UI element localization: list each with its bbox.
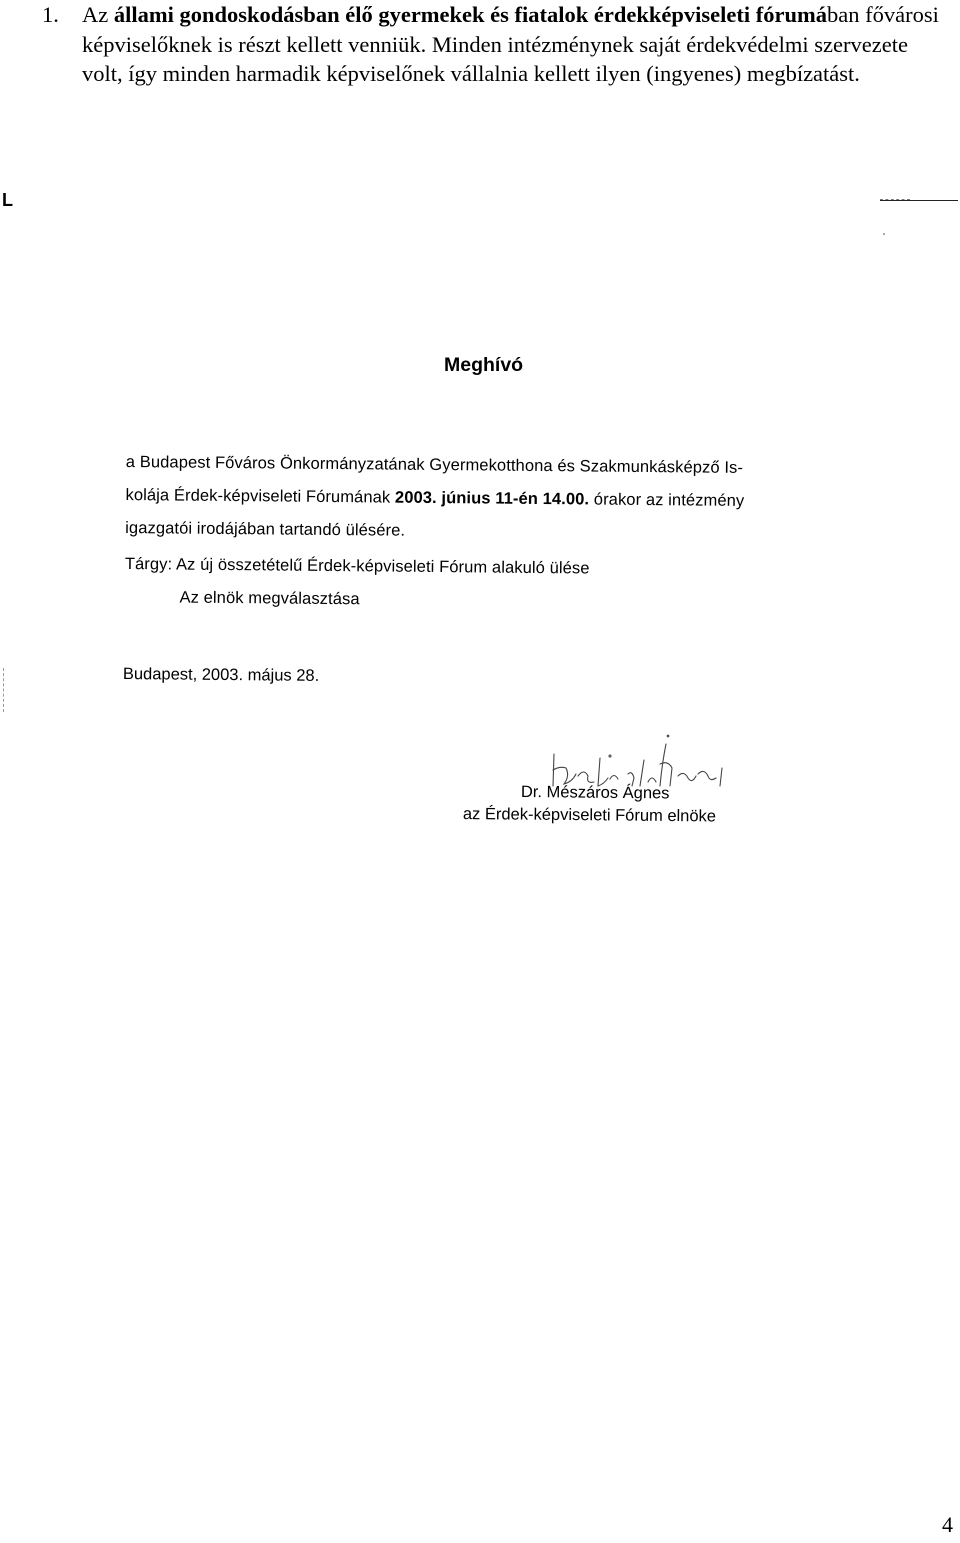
page-number: 4 (942, 1512, 953, 1537)
letter-body (124, 446, 856, 621)
letter-title: Meghívó (444, 354, 524, 376)
body-line (125, 512, 855, 552)
bold-text-segment: 2003. június 11-én 14.00. (394, 488, 590, 509)
text-segment: órakor az intézmény (589, 490, 745, 510)
signer-role: az Érdek-képviseleti Fórum elnöke (462, 805, 717, 826)
text-segment: ban fővárosi képviselőknek is részt kellett venniük. Minden intézménynek saját érdekvédelmi szervezete volt, így minden harmadik képviselőnek vállalnia kellett ilyen (ingyenes) megbízatást. (82, 2, 939, 86)
text-segment: Az (82, 2, 114, 27)
list-number: 1. (42, 2, 59, 27)
subject-line-2: Az elnök megválasztása (179, 588, 360, 609)
bold-text-segment: állami gondoskodásban élő gyermekek és fiatalok érdekképviseleti fórumá (113, 2, 827, 27)
letter-date: Budapest, 2003. május 28. (122, 665, 320, 685)
scan-corner-mark: L (2, 190, 13, 210)
text-segment: kolája Érdek-képviseleti Fórumának (125, 485, 396, 507)
subject-line: Tárgy: Az új összetételű Érdek-képviseleti Fórum alakuló ülése (124, 554, 590, 578)
signer-name: Dr. Mészáros Ágnes (520, 783, 670, 803)
text-segment: igazgatói irodájában tartandó ülésére. (125, 518, 406, 540)
text-segment: a Budapest Főváros Önkormányzatának Gyermekotthona és Szakmunkásképző Is- (125, 452, 744, 477)
